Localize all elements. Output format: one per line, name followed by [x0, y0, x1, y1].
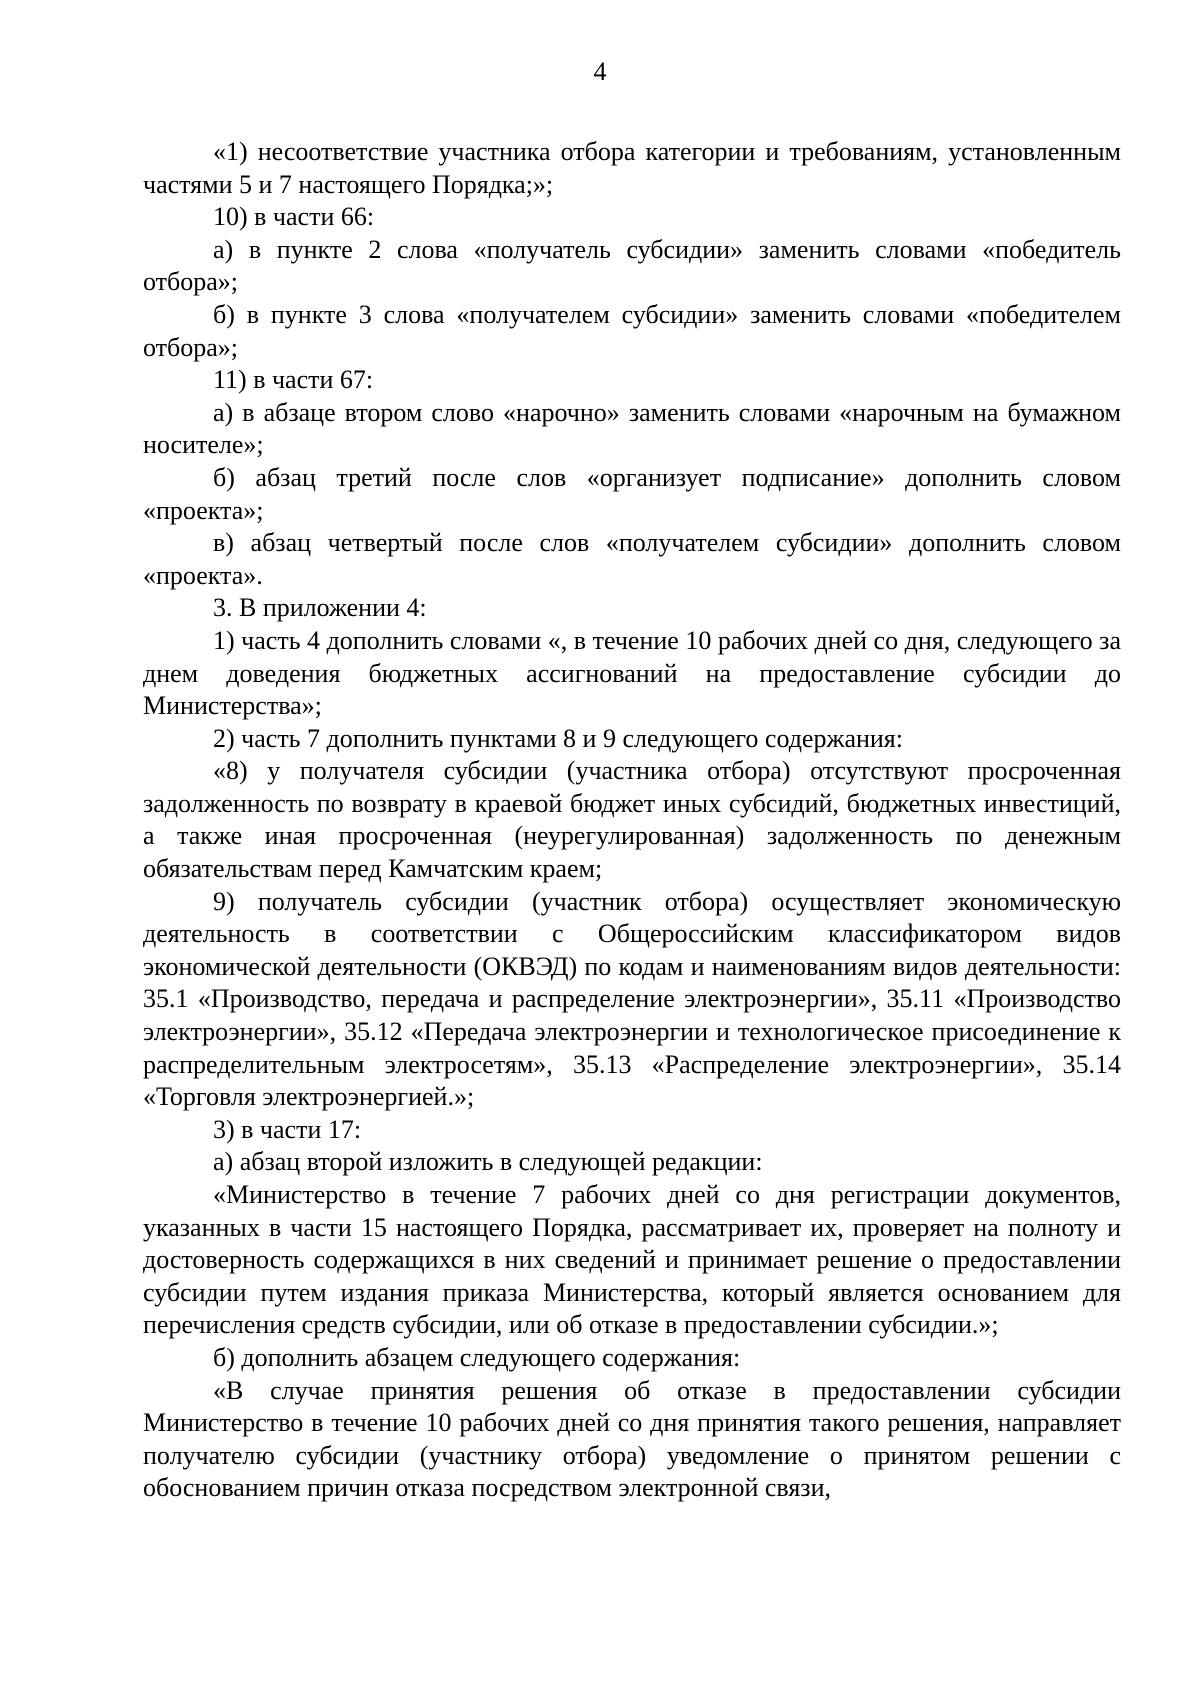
paragraph: 1) часть 4 дополнить словами «, в течение 10 рабочих дней со дня, следующего за днем доведения бюджетных ассигнований на предоставление субсидии до Министерства»; [143, 625, 1121, 721]
paragraph: «8) у получателя субсидии (участника отбора) отсутствуют просроченная задолженность по возврату в краевой бюджет иных субсидий, бюджетных инвестиций, а также иная просроченная (неурегулированная) задолженность по денежным обязательствам перед Камчатским краем; [143, 756, 1121, 884]
paragraph: «В случае принятия решения об отказе в предоставлении субсидии Министерство в течение 10 рабочих дней со дня принятия такого решения, направляет получателю субсидии (участнику отбора) уведомление о принятом решении с обоснованием причин отказа посредством электронной связи, [143, 1375, 1121, 1503]
paragraph: а) в пункте 2 слова «получатель субсидии» заменить словами «победитель отбора»; [143, 234, 1121, 297]
paragraph: 9) получатель субсидии (участник отбора) осуществляет экономическую деятельность в соответствии с Общероссийским классификатором видов экономической деятельности (ОКВЭД) по кодам и наименованиям видов деятельности: 35.1 «Производство, передача и распределение электроэнергии», 35.11 «Производство электроэнергии», 35.12 «Передача электроэнергии и технологическое присоединение к распределительным электросетям», 35.13 «Распределение электроэнергии», 35.14 «Торговля электроэнергией.»; [143, 886, 1121, 1112]
paragraph: 10) в части 66: [213, 202, 375, 232]
paragraph: 3. В приложении 4: [213, 593, 427, 623]
paragraph: в) абзац четвертый после слов «получателем субсидии» дополнить словом «проекта». [143, 528, 1121, 590]
document-body [143, 136, 1121, 1505]
paragraph: 2) часть 7 дополнить пунктами 8 и 9 следующего содержания: [213, 723, 903, 753]
paragraph: а) абзац второй изложить в следующей редакции: [213, 1147, 763, 1177]
paragraph: б) в пункте 3 слова «получателем субсидии» заменить словами «победителем отбора»; [143, 299, 1121, 362]
paragraph: 11) в части 67: [213, 365, 374, 395]
paragraph: б) дополнить абзацем следующего содержания: [213, 1342, 741, 1372]
paragraph: а) в абзаце втором слово «нарочно» заменить словами «нарочным на бумажном носителе»; [143, 397, 1121, 460]
paragraph: б) абзац третий после слов «организует подписание» дополнить словом «проекта»; [143, 462, 1121, 525]
page-number: 4 [593, 57, 607, 86]
paragraph: 3) в части 17: [213, 1114, 362, 1144]
paragraph: «Министерство в течение 7 рабочих дней со дня регистрации документов, указанных в части 15 настоящего Порядка, рассматривает их, проверяет на полноту и достоверность содержащихся в них сведений и принимает решение о предоставлении субсидии путем издания приказа Министерства, который является основанием для перечисления средств субсидии, или об отказе в предоставлении субсидии.»; [143, 1180, 1121, 1340]
paragraph: «1) несоответствие участника отбора категории и требованиям, установленным частями 5 и 7 настоящего Порядка;»; [143, 137, 1121, 199]
